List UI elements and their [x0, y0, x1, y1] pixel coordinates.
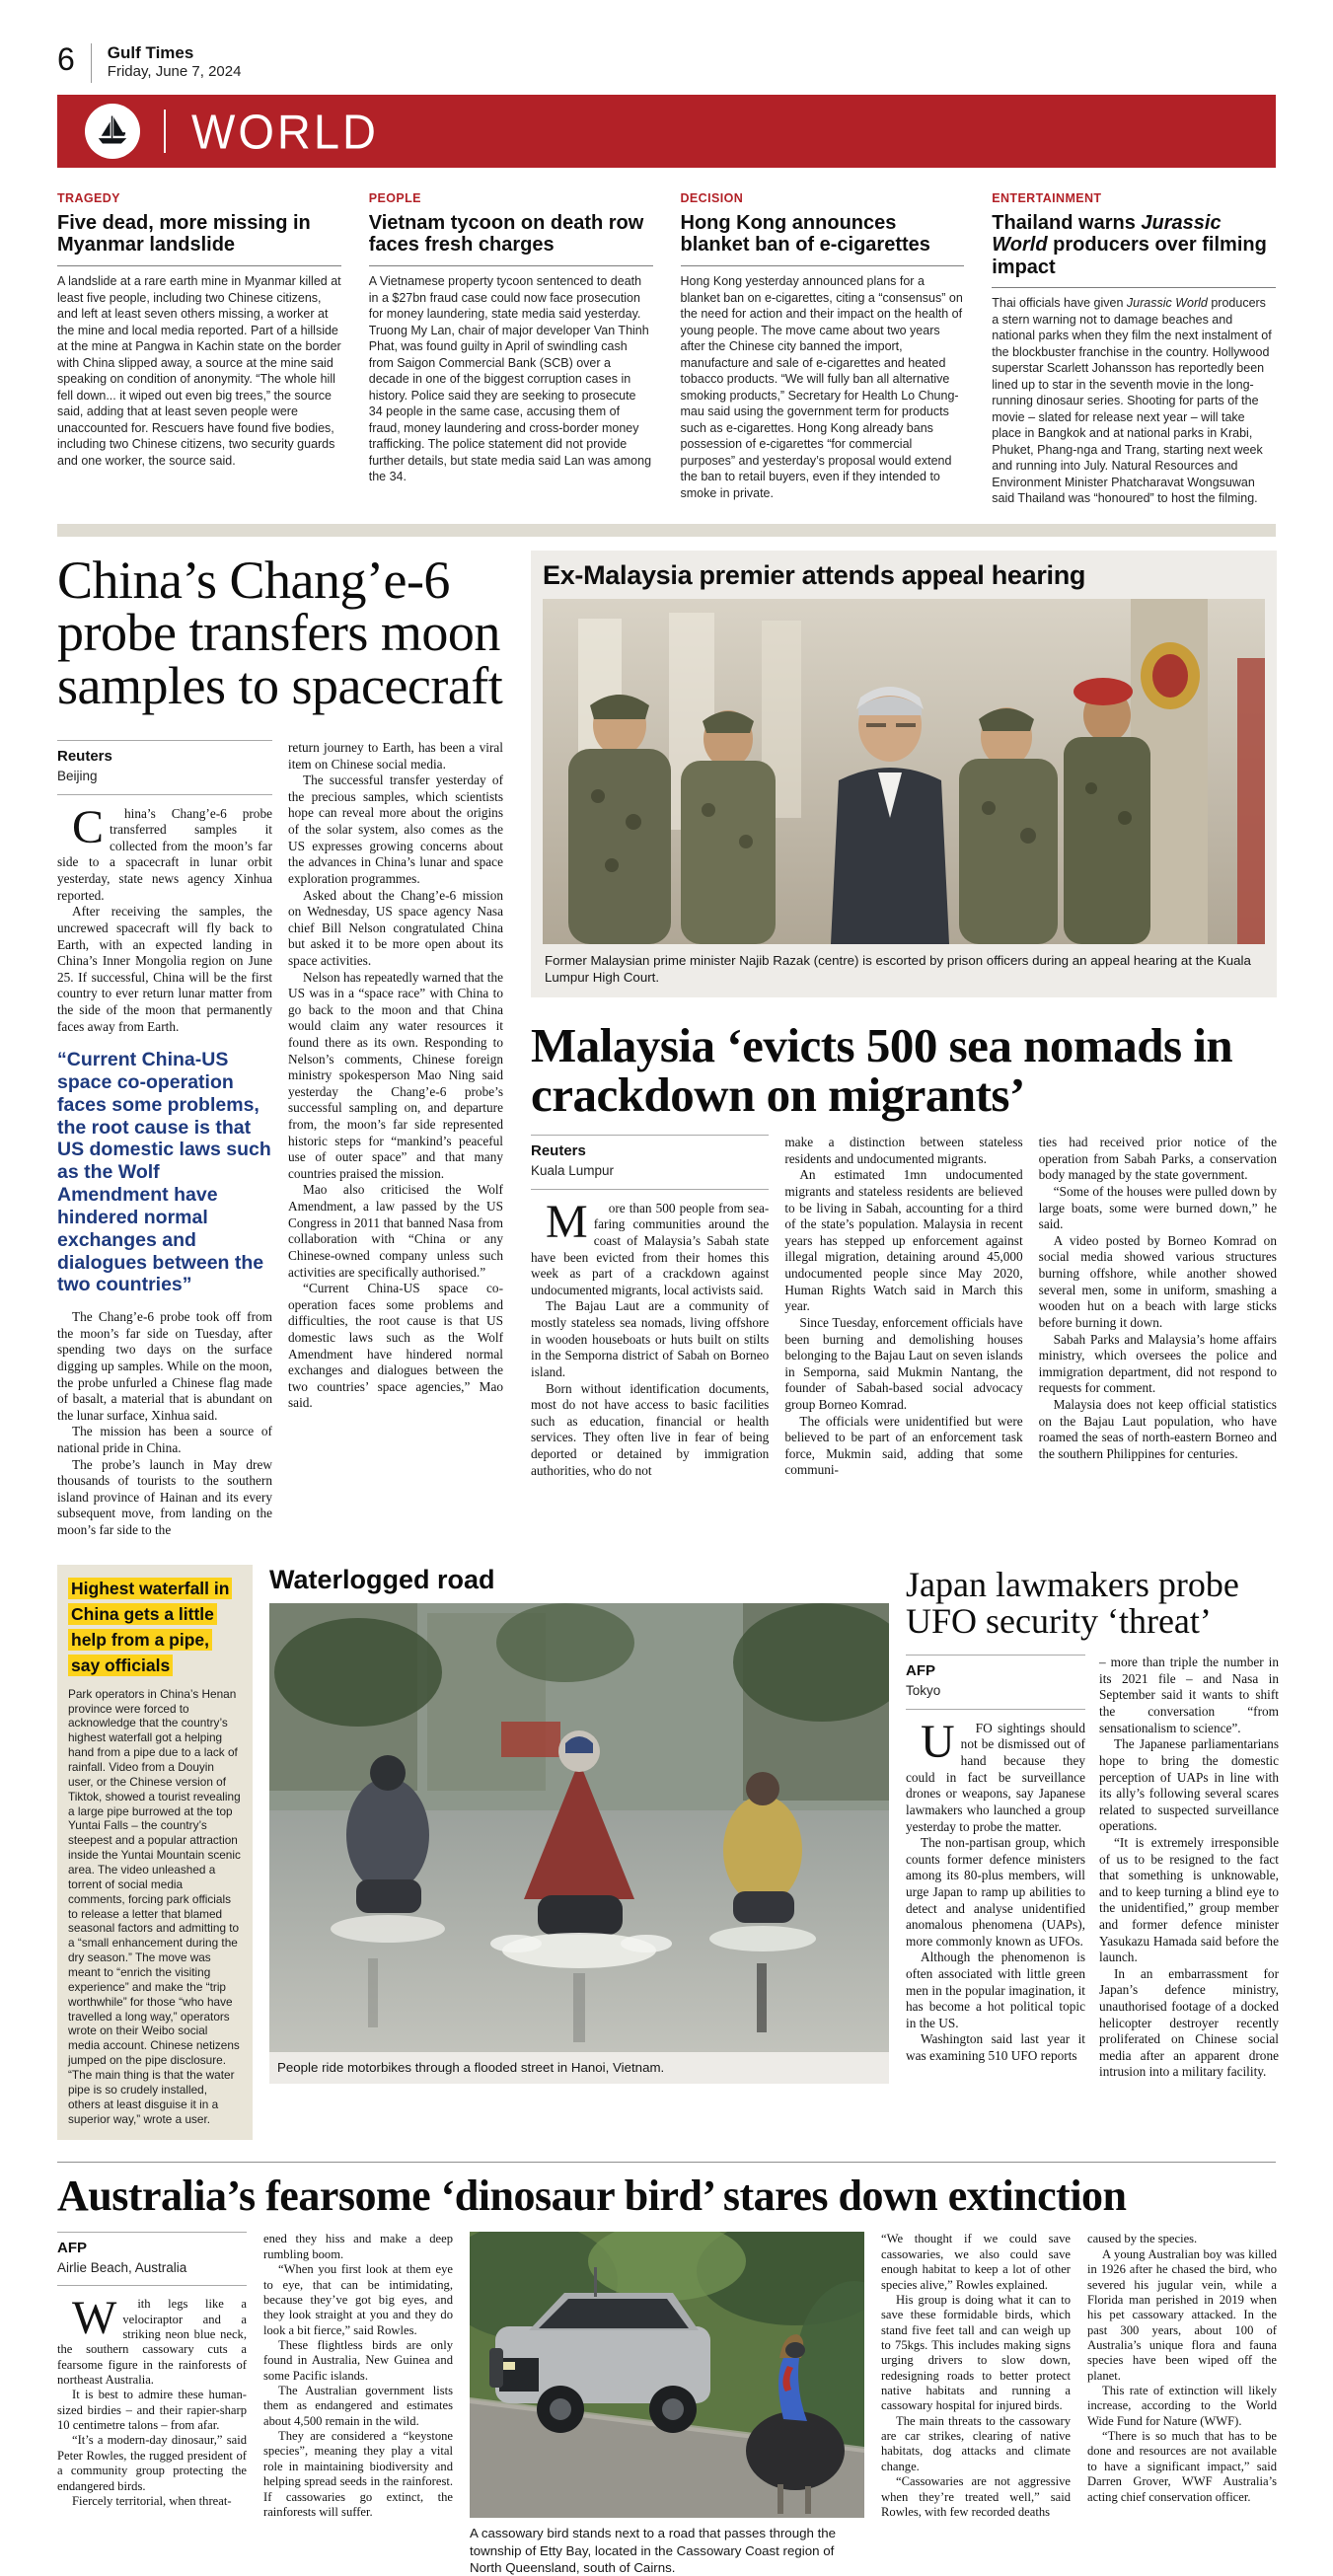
- paragraph: His group is doing what it can to save these formidable birds, which stand five feet tall and can weigh up to 75kgs. This includes making signs urging drivers to slow down, redesigning roads to better protect native habitats and running a cassowary hospital for injured birds.: [881, 2292, 1071, 2413]
- byline-place: Beijing: [57, 768, 98, 783]
- article-columns: [57, 740, 503, 1539]
- article-column-1: [57, 740, 272, 1539]
- paragraph: “Current China-US space co-operation faces some problems and difficulties, the root cause is that US domestic laws such as the Wolf Amendment have hindered normal exchanges and dialogues between the two countries’ space agencies,” Mao said.: [288, 1281, 503, 1411]
- article-change6: [57, 551, 503, 1539]
- brief-headline-italic: Jurassic World: [992, 212, 1222, 257]
- brief-kicker: TRAGEDY: [57, 191, 120, 205]
- pull-quote: “Current China-US space co-operation faces some problems, the root cause is that US domestic laws such as the Wolf Amendment have hindered normal exchanges and dialogues between the two countries”: [57, 1049, 271, 1296]
- article-headline: Japan lawmakers probe UFO security ‘threat’: [906, 1564, 1239, 1642]
- article-malaysia-evictions: [531, 1018, 1277, 1479]
- brief-body-text: Hong Kong yesterday announced plans for a blanket ban on e-cigarettes, citing a “consensus” on the need for action and their impact on the health of young people. The move came about two years after the Chinese city banned the import, manufacture and sale of e-cigarettes and heated tobacco products. “We will fully ban all alternative smoking products,” Secretary for Health Lo Chung-mau said using the government term for products such as e-cigarettes. Hong Kong already bans possession of e-cigarettes “for commercial purposes” and yesterday’s proposal would extend the ban to retail buyers, even if they intended to smoke in private.: [680, 274, 963, 500]
- paragraph: The non-partisan group, which counts former defence ministers among its 80-plus members, will urge Japan to ramp up abilities to detect and analyse unidentified anomalous phenomena (UAPs), more commonly known as UFOs.: [906, 1835, 1085, 1949]
- paragraph: Born without identification documents, most do not have access to basic facilities such as education, financial or health services. They often live in fear of being deported or detained by immigration authorities, who do not: [531, 1380, 770, 1478]
- brief-thailand-jurassic: [992, 191, 1276, 507]
- paragraph: The Japanese parliamentarians hope to bring the domestic perception of UAPs in line with its ally’s following several scares related to suspected surveillance operations.: [1099, 1736, 1279, 1834]
- brief-kicker: PEOPLE: [368, 191, 421, 205]
- paragraph: The successful transfer yesterday of the precious samples, which scientists hope can reveal more about the origins of the solar system, also comes as the US expresses growing concerns about the advances in China’s lunar and space exploration programmes.: [288, 773, 503, 886]
- headline-rule: [992, 287, 1276, 288]
- byline: [57, 2232, 247, 2286]
- photo-caption: A cassowary bird stands next to a road that passes through the township of Etty Bay, located in the Cassowary Coast region of North Queensland, south of Cairns.: [470, 2526, 837, 2575]
- brief-body: [369, 273, 653, 485]
- paragraph: More than 500 people from sea-faring communities around the coast of Malaysia’s Sabah state have been evicted from their homes this week as part of a crackdown against undocumented migrants, local activists said.: [531, 1195, 770, 1297]
- brief-vietnam-tycoon: [369, 191, 653, 507]
- article-column-4: [1087, 2232, 1277, 2576]
- byline: [531, 1135, 769, 1190]
- dhow-logo-icon: [85, 104, 140, 159]
- article-columns: [57, 2232, 1276, 2576]
- page-number: 6: [57, 41, 75, 77]
- byline-agency: Reuters: [531, 1142, 586, 1160]
- brief-hongkong-ecigarettes: [681, 191, 965, 507]
- paragraph: After receiving the samples, the uncrewed spacecraft will fly back to Earth, with an expected landing in China’s Inner Mongolia region on June 25. If successful, China will be the first country to ever return lunar matter from the side of the moon that permanently faces away from Earth.: [57, 904, 272, 1034]
- paragraph: Although the phenomenon is often associated with little green men in the popular imagination, it has become a hot political topic in the US.: [906, 1950, 1085, 2030]
- brief-headline: [369, 212, 653, 257]
- article-columns: [531, 1135, 1277, 1479]
- paragraph: Sabah Parks and Malaysia’s home affairs ministry, which oversees the police and immigration department, did not respond to requests for comment.: [1038, 1331, 1277, 1396]
- article-column-3: [881, 2232, 1071, 2576]
- main-row: [57, 551, 1276, 1539]
- paragraph: With legs like a velociraptor and a striking neon blue neck, the southern cassowary cuts a fearsome figure in the rainforests of northeast Australia.: [57, 2292, 247, 2387]
- cassowary-road-photo: [470, 2232, 864, 2518]
- brief-headline-text: Thailand warns: [992, 212, 1142, 234]
- photo-caption: People ride motorbikes through a flooded street in Hanoi, Vietnam.: [277, 2059, 665, 2075]
- brief-headline-text: Hong Kong announces blanket ban of e-cigarettes: [680, 212, 930, 257]
- article-headline: Malaysia ‘evicts 500 sea nomads in crackdown on migrants’: [531, 1018, 1233, 1122]
- paragraph: These flightless birds are only found in Australia, New Guinea and some Pacific islands.: [263, 2337, 453, 2383]
- paragraph: Mao also criticised the Wolf Amendment, a law passed by the US Congress in 2011 that banned Nasa from collaboration with “China or any Chinese-owned company unless such activities are specifically authorised.”: [288, 1182, 503, 1280]
- paragraph: UFO sightings should not be dismissed out of hand because they could in fact be surveillance drones or weapons, say Japanese lawmakers who launched a group yesterday to probe the matter.: [906, 1715, 1085, 1834]
- article-columns: [906, 1655, 1279, 2081]
- waterlogged-photo-panel: [269, 1603, 889, 2084]
- brief-body: [57, 273, 341, 469]
- paragraph: The Australian government lists them as endangered and estimates about 4,500 remain in the wild.: [263, 2384, 453, 2428]
- brief-kicker: DECISION: [680, 191, 744, 205]
- lower-row: [57, 1564, 1279, 2141]
- byline: [57, 740, 272, 795]
- article-column-1: [531, 1135, 769, 1479]
- paragraph: ened they hiss and make a deep rumbling boom.: [263, 2232, 453, 2261]
- paragraph: This rate of extinction will likely increase, according to the World Wide Fund for Nature (WWF).: [1087, 2384, 1277, 2428]
- brief-body: [992, 295, 1276, 507]
- headline-rule: [369, 265, 653, 266]
- paragraph: “We thought if we could save cassowaries, we also could save enough habitat to keep a lot of other species alive,” Rowles explained.: [881, 2232, 1071, 2292]
- paragraph: – more than triple the number in its 2021 file – and Nasa in September said it wants to shift the conversation “from sensationalism to science”.: [1099, 1655, 1279, 1735]
- article-cassowary: [57, 2162, 1276, 2576]
- paragraph: The mission has been a source of national pride in China.: [57, 1424, 272, 1455]
- sidebar-waterfall: [57, 1565, 253, 2141]
- article-column-2: [288, 740, 503, 1539]
- sidebar-title-text: Highest waterfall in China gets a little help from a pipe, say officials: [68, 1578, 232, 1677]
- masthead-divider: [91, 43, 92, 83]
- brief-headline-text: producers over filming impact: [992, 234, 1267, 278]
- article-headline: Australia’s fearsome ‘dinosaur bird’ stares down extinction: [57, 2171, 1127, 2221]
- paragraph: “Some of the houses were pulled down by large boats, some were burned down,” he said.: [1038, 1184, 1277, 1232]
- brief-body-text: Thai officials have given: [992, 296, 1127, 311]
- najib-courtroom-photo: [543, 599, 1265, 944]
- banner-divider: [164, 110, 166, 153]
- photo-caption: Former Malaysian prime minister Najib Razak (centre) is escorted by prison officers during an appeal hearing at the Kuala Lumpur High Court.: [545, 952, 1251, 985]
- brief-body-text: producers a stern warning not to damage beaches and national parks when they film the next instalment of the blockbuster franchise in the country. Hollywood superstar Scarlett Johansson has reportedly been lined up to star in the seventh movie in the long-running dinosaur series. Shooting for parts of the movie – slated for release next year – will take place in Bangkok and at national parks in Krabi, Phuket, Phang-nga and Trang, starting next week and running into July. Natural Resources and Environment Minister Phatcharavat Wongsuwan said Thailand was “honoured” to host the filming.: [992, 296, 1272, 506]
- article-column-2: [784, 1135, 1022, 1479]
- paragraph: The Bajau Laut are a community of mostly stateless sea nomads, living offshore in wooden houseboats or huts built on stilts in the Semporna district of Sabah on Borneo island.: [531, 1298, 770, 1379]
- sidebar-title: [68, 1576, 242, 1679]
- publication-block: [108, 43, 242, 81]
- byline-place: Tokyo: [906, 1683, 941, 1698]
- brief-kicker: ENTERTAINMENT: [992, 191, 1102, 205]
- byline-agency: AFP: [57, 2240, 87, 2257]
- paragraph: An estimated 1mn undocumented migrants and stateless residents are believed to be living in Sabah, accounting for a third of the state’s population. Malaysia in recent years has stepped up enforcement against illegal migration, detaining around 45,000 undocumented people since May 2020, Human Rights Watch said in March this year.: [784, 1167, 1023, 1314]
- article-japan-ufo: [906, 1565, 1279, 2141]
- paragraph: Fiercely territorial, when threat-: [72, 2493, 232, 2508]
- brief-headline: [992, 212, 1276, 278]
- brief-body-italic: Jurassic World: [1126, 296, 1208, 311]
- main-right-column: [531, 551, 1277, 1539]
- article-column-2: [263, 2232, 453, 2576]
- byline-agency: AFP: [906, 1662, 935, 1680]
- paragraph: In an embarrassment for Japan’s defence ministry, unauthorised footage of a docked helicopter destroyer recently proliferated on Chinese social media after an apparent drone intrusion into a military facility.: [1099, 1965, 1279, 2080]
- masthead: [57, 43, 1276, 87]
- paragraph: They are considered a “keystone species”, meaning they play a vital role in maintaining biodiversity and helping spread seeds in the rainforest. If cassowaries go extinct, the rainforests will suffer.: [263, 2429, 453, 2519]
- paragraph: China’s Chang’e-6 probe transferred samples it collected from the moon’s far side to a spacecraft in lunar orbit yesterday, state news agency Xinhua reported.: [57, 800, 272, 903]
- section-banner: [57, 95, 1276, 168]
- hanoi-flood-photo: [269, 1603, 889, 2052]
- brief-headline-text: Five dead, more missing in Myanmar landslide: [57, 212, 311, 257]
- paragraph: “There is so much that has to be done and resources are not available to have a significant impact,” said Darren Grover, WWF Australia’s acting chief conservation officer.: [1087, 2429, 1277, 2504]
- byline: [906, 1655, 1085, 1710]
- section-divider-band: [57, 524, 1276, 537]
- paragraph: A young Australian boy was killed in 1926 after he chased the bird, who severed his jugular vein, while a Florida man perished in 2019 when his pet cassowary attacked. In the past 300 years, about 100 of Australia’s unique flora and fauna species have been wiped off the planet.: [1087, 2246, 1277, 2383]
- brief-headline: [681, 212, 965, 257]
- sidebar-body: Park operators in China’s Henan province were forced to acknowledge that the country’s highest waterfall got a helping hand from a pipe due to a lack of rainfall. Video from a Douyin user, or the Chinese version of Tiktok, showed a tourist revealing a large pipe burrowed at the top Yuntai Falls – the country’s steepest and a popular attraction inside the Yuntai Mountain scenic area. The video unleashed a torrent of social media comments, forcing park officials to release a letter that blamed seasonal factors and admitting to a “small enhancement during the dry season.” The move was meant to “enrich the visiting experience” and make the “trip worthwhile” for those “who have travelled a long way,” operators wrote on their Weibo social media account. Chinese netizens jumped on the pipe disclosure. “The main thing is that the water pipe is so crudely installed, others at least disguise it in a superior way,” wrote a user.: [68, 1686, 241, 2126]
- paragraph: “It is extremely irresponsible of us to be resigned to the fact that something is unknowable, and to keep turning a blind eye to the unidentified,” group member and former defence minister Yasukazu Hamada said before the launch.: [1099, 1834, 1279, 1965]
- paragraph: The main threats to the cassowary are car strikes, clearing of native habitats, dog attacks and climate change.: [881, 2413, 1071, 2473]
- paragraph: return journey to Earth, has been a viral item on Chinese social media.: [288, 740, 503, 772]
- waterlogged-road-block: [269, 1565, 889, 2141]
- najib-photo-panel: [531, 551, 1277, 998]
- byline-place: Airlie Beach, Australia: [57, 2259, 187, 2275]
- paragraph: Since Tuesday, enforcement officials have been burning and demolishing houses belonging to the Bajau Laut on seven islands in Semporna, said Mukmin Nantang, the founder of Sabah-based social advocacy group Borneo Komrad.: [784, 1314, 1023, 1412]
- brief-body-text: A Vietnamese property tycoon sentenced to death in a $27bn fraud case could now face prosecution for money laundering, state media said yesterday. Truong My Lan, chair of major developer Van Thinh Phat, was found guilty in April of swindling cash from Saigon Commercial Bank (SCB) over a decade in one of the biggest corruption cases in history. Police said they are seeking to prosecute 34 people in the same case, accusing them of fraud, money laundering and cross-border money trafficking. The police statement did not provide further details, but state media said Lan was among the 34.: [368, 274, 652, 483]
- paragraph: ties had received prior notice of the operation from Sabah Parks, a conservation body managed by the state government.: [1038, 1135, 1277, 1183]
- headline-rule: [57, 265, 341, 266]
- article-column-1: [57, 2232, 247, 2576]
- photo-headline: Ex-Malaysia premier attends appeal hearing: [543, 559, 1086, 590]
- article-column-1: [906, 1655, 1085, 2081]
- brief-headline-text: Vietnam tycoon on death row faces fresh charges: [368, 212, 644, 257]
- headline-rule: [681, 265, 965, 266]
- paragraph: “Cassowaries are not aggressive when they’re treated well,” said Rowles, with few recorded deaths: [881, 2474, 1071, 2519]
- section-title: WORLD: [191, 104, 379, 159]
- paragraph: Asked about the Chang’e-6 mission on Wednesday, US space agency Nasa chief Bill Nelson congratulated China but asked it to be more open about its space activities.: [288, 887, 503, 968]
- paragraph: caused by the species.: [1087, 2232, 1198, 2246]
- section-rule: [57, 2162, 1276, 2163]
- article-column-2: [1099, 1655, 1279, 2081]
- paragraph: make a distinction between stateless residents and undocumented migrants.: [784, 1135, 1023, 1166]
- article-column-3: [1039, 1135, 1277, 1479]
- brief-body: [681, 273, 965, 501]
- cassowary-photo-figure: [470, 2232, 864, 2576]
- byline-place: Kuala Lumpur: [531, 1162, 615, 1178]
- byline-agency: Reuters: [57, 748, 112, 766]
- brief-body-text: A landslide at a rare earth mine in Myanmar killed at least five people, including two Chinese citizens, and left at least seven others missing, a worker at the mine and local media reported. Part of a hillside at the mine at Pangwa in Kachin state on the border with China slipped away, a source at the mine said speaking on condition of anonymity. “The whole hill fell down... it wiped out even big trees,” the source said, adding that at least seven people were unaccounted for. Rescuers have found five bodies, including two Chinese citizens, two security guards and one worker, the source said.: [57, 274, 341, 468]
- article-headline: China’s Chang’e-6 probe transfers moon samples to spacecraft: [57, 550, 503, 715]
- paragraph: Washington said last year it was examining 510 UFO reports: [906, 2031, 1085, 2064]
- brief-myanmar-landslide: [57, 191, 341, 507]
- publication-name: Gulf Times: [107, 43, 194, 62]
- paragraph: The probe’s launch in May drew thousands of tourists to the southern island province of Hainan and its every subsequent move, from landing on the moon’s far side to the: [57, 1456, 272, 1538]
- paragraph: “When you first look at them eye to eye, that can be intimidating, because they’ve got big eyes, and they look straight at you and they do look a bit fierce,” said Rowles.: [263, 2262, 453, 2337]
- world-briefs: [57, 191, 1276, 507]
- brief-headline: [57, 212, 341, 257]
- paragraph: Nelson has repeatedly warned that the US was in a “space race” with China to go back to the moon and that China would claim any water resources it found there as its own. Responding to Nelson’s comments, Chinese foreign ministry spokesperson Mao Ning said yesterday the Chang’e-6 probe’s successful sampling on, and departure from, the moon’s far side represented historic steps for “mankind’s peaceful use of outer space” and that many countries praised the mission.: [288, 969, 503, 1181]
- paragraph: The Chang’e-6 probe took off from the moon’s far side on Tuesday, after spending two days on the surface digging up samples. While on the moon, the probe unfurled a Chinese flag made of basalt, a material that is abundant on the lunar surface, Xinhua said.: [57, 1309, 272, 1423]
- publication-date: Friday, June 7, 2024: [107, 62, 242, 80]
- paragraph: Malaysia does not keep official statistics on the Bajau Laut population, who have roamed the seas of north-eastern Borneo and the southern Philippines for centuries.: [1038, 1396, 1277, 1461]
- paragraph: It is best to admire these human-sized birdies – and their rapier-sharp 10 centimetre talons – from afar.: [57, 2388, 247, 2433]
- paragraph: The officials were unidentified but were believed to be part of an enforcement task force, Mukmin said, adding that some communi-: [784, 1413, 1023, 1478]
- paragraph: A video posted by Borneo Komrad on social media showed various structures burning offshore, while another showed several men, some in uniform, smashing a wooden hut on a beach with large sticks before burning it down.: [1038, 1232, 1277, 1330]
- photo-headline: Waterlogged road: [269, 1564, 495, 1594]
- paragraph: “It’s a modern-day dinosaur,” said Peter Rowles, the rugged president of a community group protecting the endangered birds.: [57, 2433, 247, 2493]
